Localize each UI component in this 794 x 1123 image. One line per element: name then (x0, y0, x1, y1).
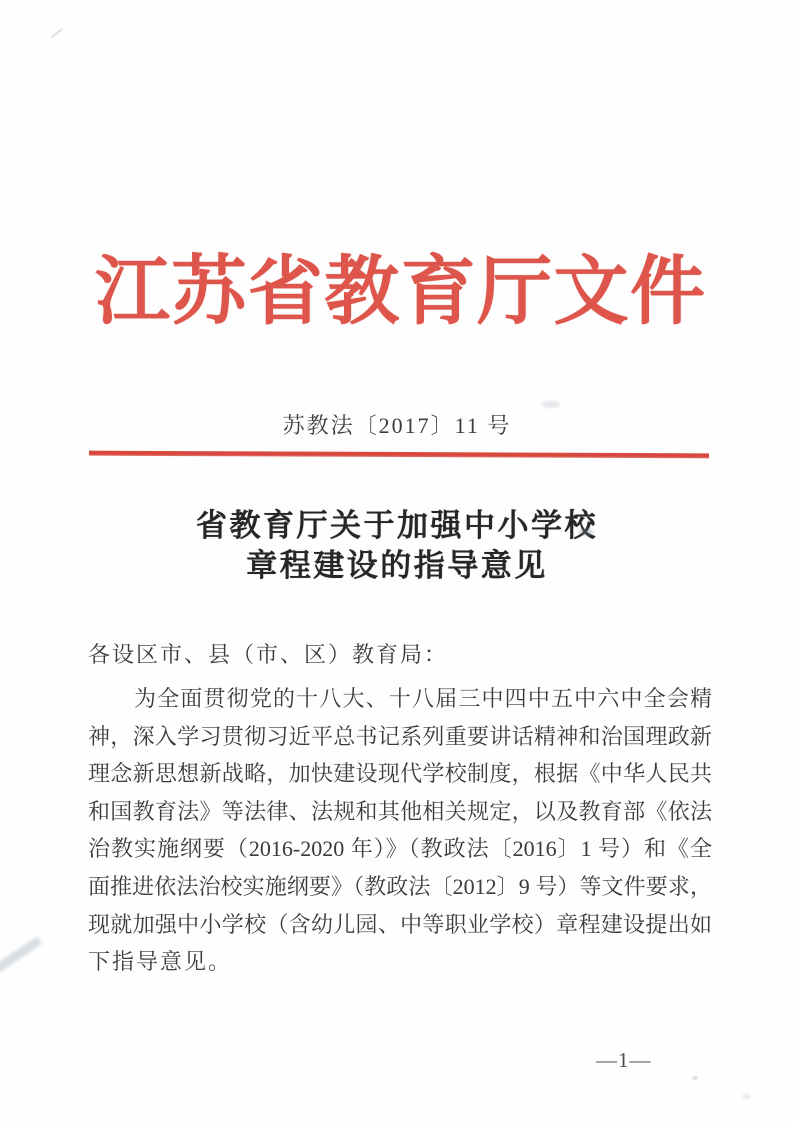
scan-artifact (51, 28, 63, 38)
body-line: 现就加强中小学校（含幼儿园、中等职业学校）章程建设提出如 (88, 911, 712, 937)
body-line: 为全面贯彻党的十八大、十八届三中四中五中六中全会精 (134, 686, 712, 711)
body-line: 和国教育法》等法律、法规和其他相关规定，以及教育部《依法 (88, 798, 712, 824)
scan-artifact (542, 401, 560, 408)
body-line: 治教实施纲要（2016-2020 年）》（教政法〔2016〕1 号）和《全 (88, 836, 712, 862)
letterhead-title: 江苏省教育厅文件 (95, 251, 705, 334)
salutation-line: 各设区市、县（市、区）教育局： (88, 642, 449, 667)
document-title-line2: 章程建设的指导意见 (246, 548, 548, 583)
red-divider-line (89, 451, 709, 459)
body-paragraph (88, 680, 712, 981)
scan-artifact (0, 936, 42, 973)
doc-number: 苏教法〔2017〕11 号 (282, 413, 512, 438)
body-line: 下指导意见。 (88, 949, 233, 975)
scan-artifact (742, 1094, 751, 1099)
document-title-line1: 省教育厅关于加强中小学校 (196, 508, 598, 543)
scan-artifact (692, 1076, 698, 1080)
page-number: —1— (596, 1048, 652, 1072)
body-line: 面推进依法治校实施纲要》（教政法〔2012〕9 号）等文件要求， (88, 873, 712, 899)
body-line: 理念新思想新战略，加快建设现代学校制度，根据《中华人民共 (88, 761, 712, 787)
body-line: 神，深入学习贯彻习近平总书记系列重要讲话精神和治国理政新 (88, 723, 712, 749)
document-title (0, 506, 794, 586)
